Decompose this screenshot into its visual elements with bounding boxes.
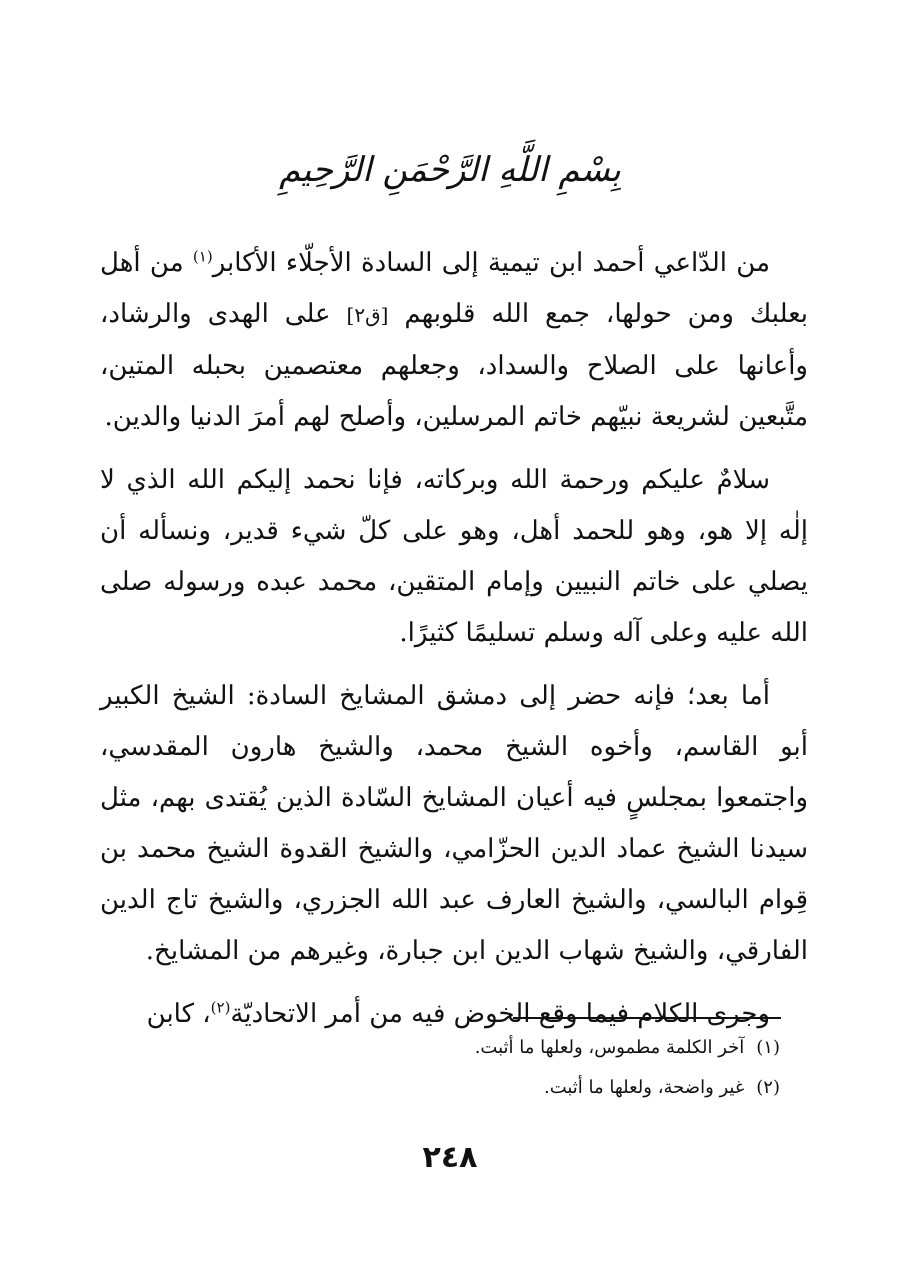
paragraph-text: ، كابن <box>146 999 211 1029</box>
basmala-heading: بِسْمِ اللَّهِ الرَّحْمَنِ الرَّحِيمِ <box>279 150 621 190</box>
paragraph-text: من الدّاعي أحمد ابن تيمية إلى السادة الأجلّاء الأكابر <box>212 248 770 278</box>
paragraph-amma-bad <box>100 671 808 977</box>
footnote-item <box>100 1068 780 1108</box>
paragraph-text: سلامٌ عليكم ورحمة الله وبركاته، فإنا نحمد إليكم الله الذي لا إلٰه إلا هو، وهو للحمد أهل، وهو على كلّ شيء قدير، ونسأله أن يصلي على خاتم النبيين وإمام المتقين، محمد عبده ورسوله صلى الله عليه وعلى آله وسلم تسليمًا كثيرًا. <box>100 465 808 648</box>
footnote-text: آخر الكلمة مطموس، ولعلها ما أثبت. <box>474 1037 745 1058</box>
footnotes <box>100 1028 780 1108</box>
footnote-number: (١) <box>756 1037 780 1058</box>
paragraph-greeting <box>100 238 808 443</box>
footnote-divider <box>513 1017 781 1019</box>
footnote-reference-2: (٢) <box>210 998 231 1017</box>
paragraph-text: أما بعد؛ فإنه حضر إلى دمشق المشايخ السادة: الشيخ الكبير أبو القاسم، وأخوه الشيخ محمد، والشيخ هارون المقدسي، واجتمعوا بمجلسٍ فيه أعيان المشايخ السّادة الذين يُقتدى بهم، مثل سيدنا الشيخ عماد الدين الحزّامي، والشيخ القدوة الشيخ محمد بن قِوام البالسي، والشيخ العارف عبد الله الجزري، والشيخ تاج الدين الفارقي، والشيخ شهاب الدين ابن جبارة، وغيرهم من المشايخ. <box>100 681 808 966</box>
folio-marker: [ق٢] <box>346 303 389 327</box>
main-text <box>100 238 808 1052</box>
paragraph-salutation <box>100 455 808 659</box>
paragraph-text: من أهل بعلبك ومن حولها، جمع الله قلوبهم <box>100 248 809 329</box>
footnote-reference-1: (١) <box>192 247 213 266</box>
footnote-text: غير واضحة، ولعلها ما أثبت. <box>543 1077 745 1098</box>
paragraph-text: وجرى الكلام فيما وقع الخوض فيه من أمر الاتحاديّة <box>230 999 770 1029</box>
footnote-number: (٢) <box>756 1077 780 1098</box>
footnote-item <box>100 1028 780 1068</box>
page-number: ٢٤٨ <box>422 1140 478 1175</box>
paragraph-text: على الهدى والرشاد، وأعانها على الصلاح والسداد، وجعلهم معتصمين بحبله المتين، متَّبعين لشريعة نبيّهم خاتم المرسلين، وأصلح لهم أمرَ الدنيا والدين. <box>100 299 808 432</box>
